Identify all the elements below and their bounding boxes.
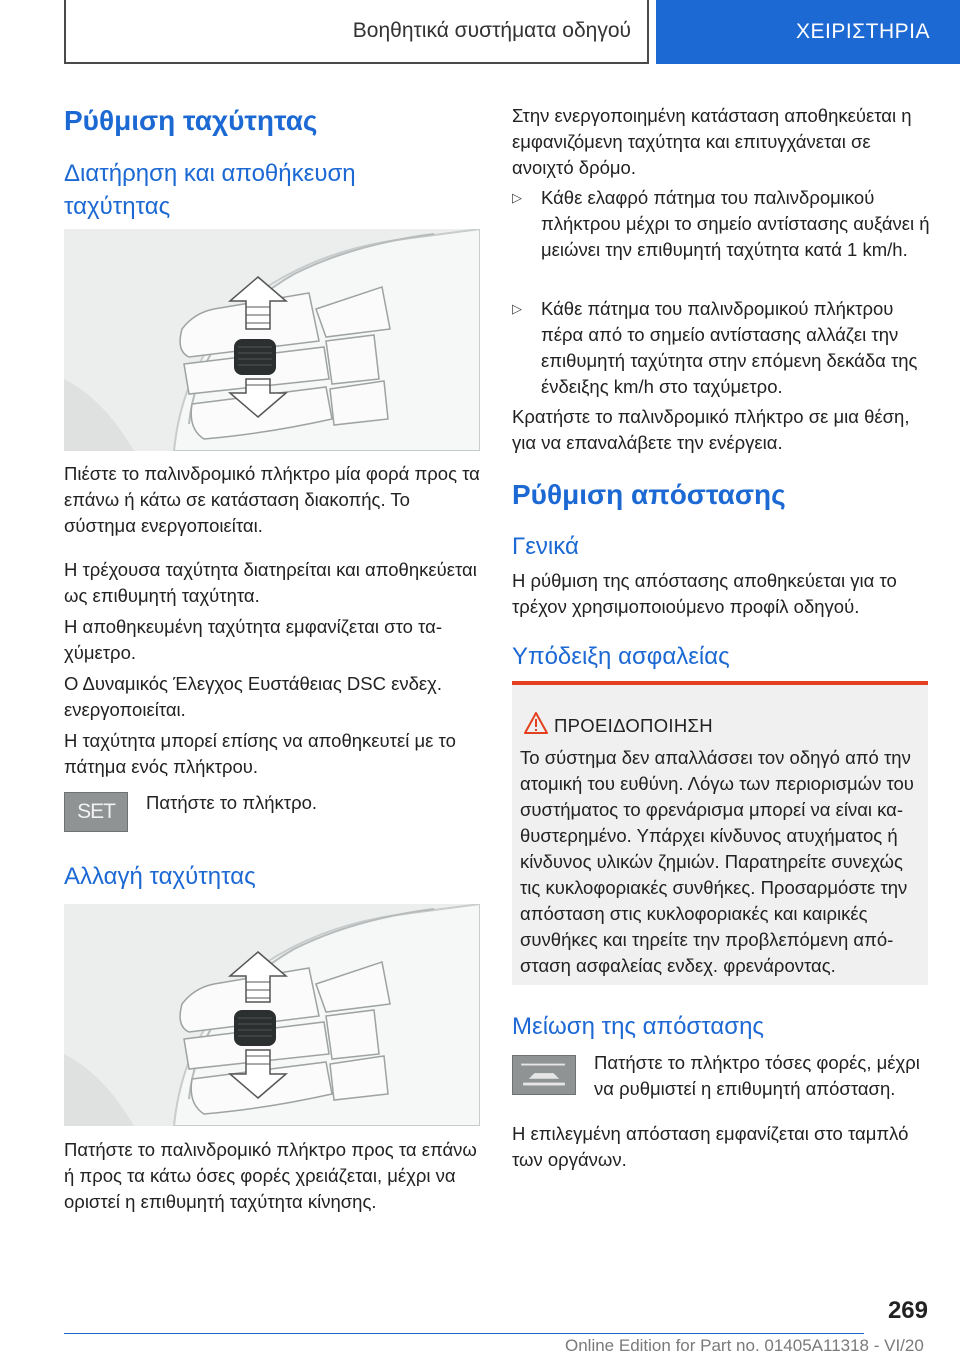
page-number: 269 [887,1297,928,1324]
bullet-item-light-press [512,185,928,289]
steering-rocker-figure-2 [64,904,480,1126]
paragraph-distance-profile: Η ρύθμιση της απόστασης αποθηκεύεται για το τρέχον χρησιμοποιούμενο προφίλ οδηγού. [512,570,897,617]
paragraph-press-distance: Πατήστε το πλήκτρο τόσες φορές, μέχρι να ρυθμιστεί η επιθυμητή απόσταση. [594,1052,920,1099]
bullet-text: Κάθε πάτημα του παλινδρομικού πλήκτρου πέρα από το σημείο αντίστασης αλλάζει την επιθυμητή ταχύτητα στην επόμενη δεκάδα της ένδειξης km/h στο ταχύμετρο. [541,298,918,397]
subsection-title-maintain [64,157,480,223]
header-chapter-tab [656,0,960,64]
header-section-tab [64,0,649,64]
warning-title: ΠΡΟΕΙΔΟΠΟΙΗΣΗ [554,715,713,736]
section-title-speed: Ρύθμιση ταχύτητας [64,105,318,136]
bullet-triangle-icon: ▷ [512,301,522,316]
paragraph-distance-display: Η επιλεγμένη απόσταση εμφανίζεται στο ταμπλό των οργάνων. [512,1123,909,1170]
paragraph-current-speed: Η τρέχουσα ταχύτητα διατηρείται και αποθηκεύεται ως επιθυμητή ταχύτητα. [64,559,477,606]
set-button-icon [64,792,128,832]
paragraph-store-button: Η ταχύτητα μπορεί επίσης να αποθηκευτεί με το πάτημα ενός πλήκτρου. [64,730,456,777]
steering-rocker-illustration [64,229,480,451]
subsection-title-general: Γενικά [512,533,579,560]
subsection-title-change-speed: Αλλαγή ταχύτητας [64,863,256,890]
steering-rocker-figure-1 [64,229,480,451]
bullet-triangle-icon: ▷ [512,190,522,205]
paragraph-speedometer: Η αποθηκευμένη ταχύτητα εμφανίζεται στο ταχύμετρο. [64,616,442,663]
steering-rocker-illustration-2 [64,904,480,1126]
header-chapter-title: ΧΕΙΡΙΣΤΗΡΙΑ [795,20,930,43]
warning-box [512,681,928,985]
paragraph-press-rocker: Πιέστε το παλινδρομικό πλήκτρο μία φορά προς τα επάνω ή κάτω σε κατάσταση διακοπής. Το σύστημα ενεργοποιείται. [64,463,480,536]
paragraph-hold-rocker: Κρατήστε το παλινδρομικό πλήκτρο σε μια θέση, για να επαναλάβετε την ενέργεια. [512,406,910,453]
footer-edition: Online Edition for Part no. 01405A11318 - VI/20 [565,1336,924,1355]
warning-triangle-icon [524,712,548,734]
distance-bars-icon [513,1056,575,1094]
header-section-title: Βοηθητικά συστήματα οδηγού [352,19,631,42]
paragraph-change-speed: Πατήστε το παλινδρομικό πλήκτρο προς τα επάνω ή προς τα κάτω όσες φορές χρειάζεται, μέχρι να οριστεί η επιθυμητή ταχύτητα κίνησης. [64,1139,477,1212]
paragraph-dsc: Ο Δυναμικός Έλεγχος Ευστάθειας DSC ενδεχ. ενεργοποιείται. [64,673,442,720]
footer-divider [64,1333,864,1334]
set-button-label: SET [77,800,115,823]
subsection-title-line2: ταχύτητας [64,193,171,220]
paragraph-activated-state: Στην ενεργοποιημένη κατάσταση αποθηκεύεται η εμφανιζόμενη ταχύτητα και επιτυγχάνεται σε ανοιχτό δρόμο. [512,105,912,178]
warning-text: Το σύστημα δεν απαλλάσσει τον οδηγό από την ατομική του ευθύνη. Λόγω των περιορισμών του συστήματος το φρενάρισμα μπορεί να είναι καθυστερημένο. Υπάρχει κίνδυνος ατυχήματος ή κίνδυνος υλικών ζημιών. Παρατηρείτε συνεχώς τις κυκλοφοριακές συνθήκες. Προσαρμόστε την απόσταση στις κυκλοφοριακές και καιρικές συνθήκες και τηρείτε την προβλεπόμενη απόσταση ασφαλείας ενδεχ. φρενάροντας. [520,747,914,976]
section-title-distance: Ρύθμιση απόστασης [512,479,786,510]
bullet-text: Κάθε ελαφρό πάτημα του παλινδρομικού πλήκτρου μέχρι το σημείο αντίστασης αυξάνει ή μειώνει την επιθυμητή ταχύτητα κατά 1 km/h. [541,187,930,260]
paragraph-press-button: Πατήστε το πλήκτρο. [146,792,318,813]
subsection-title-safety: Υπόδειξη ασφαλείας [512,643,730,670]
distance-button-icon [512,1055,576,1095]
subsection-title-reduce-distance: Μείωση της απόστασης [512,1013,764,1040]
subsection-title-line1: Διατήρηση και αποθήκευση [64,160,356,187]
bullet-item-full-press [512,296,928,400]
